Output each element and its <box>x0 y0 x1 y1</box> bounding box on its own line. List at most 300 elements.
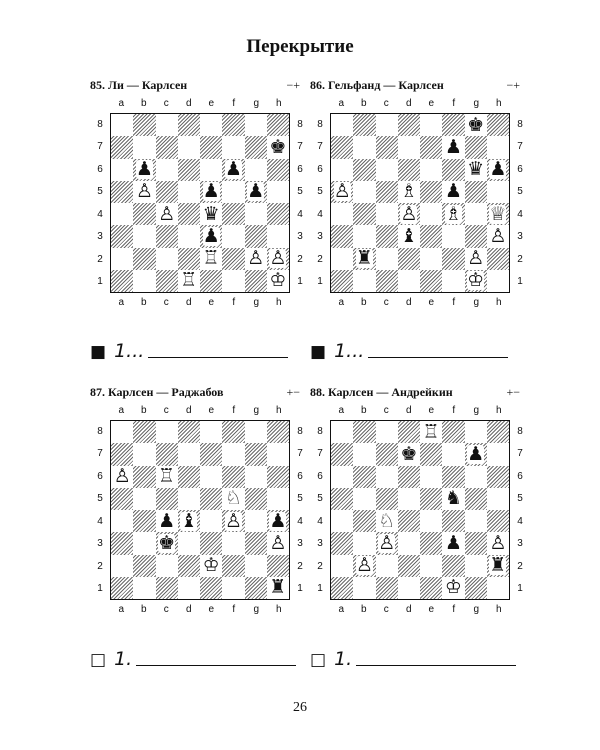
square-b2 <box>133 248 155 270</box>
square-h8 <box>487 114 509 136</box>
square-h8 <box>267 421 289 443</box>
answer-line <box>310 340 508 362</box>
square-a3 <box>331 532 353 554</box>
square-h3 <box>487 532 509 554</box>
rank-label: 6 <box>97 470 103 482</box>
file-label: f <box>232 604 236 615</box>
rank-label: 2 <box>297 253 303 265</box>
square-f6 <box>442 466 464 488</box>
square-g4 <box>245 510 267 532</box>
chess-board <box>110 420 290 600</box>
rank-labels-right <box>514 113 526 293</box>
square-d3 <box>398 532 420 554</box>
square-g6 <box>465 159 487 181</box>
square-f4 <box>442 203 464 225</box>
file-label: d <box>405 98 412 109</box>
square-e1 <box>420 270 442 292</box>
file-label: b <box>360 604 367 615</box>
square-f4 <box>222 510 244 532</box>
square-g1 <box>245 270 267 292</box>
white-pawn-icon: ♙ <box>400 202 418 225</box>
square-a7 <box>331 136 353 158</box>
square-d1 <box>398 270 420 292</box>
rank-label: 5 <box>297 186 303 198</box>
square-c1 <box>156 577 178 599</box>
square-c2 <box>156 248 178 270</box>
square-f7 <box>222 136 244 158</box>
square-b2 <box>133 555 155 577</box>
square-c8 <box>156 421 178 443</box>
file-label: g <box>473 604 480 615</box>
white-pawn-icon: ♙ <box>247 247 265 270</box>
rank-label: 1 <box>297 276 303 288</box>
square-f4 <box>442 510 464 532</box>
white-rook-icon: ♖ <box>158 465 176 488</box>
rank-label: 7 <box>517 448 523 460</box>
file-label: h <box>495 98 502 109</box>
file-labels-top <box>110 405 290 417</box>
square-c1 <box>376 270 398 292</box>
file-label: a <box>338 297 345 308</box>
rank-label: 1 <box>517 583 523 595</box>
square-a1 <box>331 270 353 292</box>
chess-diagram <box>310 385 523 625</box>
square-c7 <box>156 136 178 158</box>
square-f6 <box>222 159 244 181</box>
white-pawn-icon: ♙ <box>489 224 507 247</box>
square-f5 <box>442 181 464 203</box>
square-b8 <box>133 114 155 136</box>
square-e6 <box>200 159 222 181</box>
square-b3 <box>133 532 155 554</box>
square-h3 <box>267 532 289 554</box>
answer-line <box>310 648 516 670</box>
square-g4 <box>465 510 487 532</box>
square-c4 <box>376 510 398 532</box>
rank-label: 1 <box>517 276 523 288</box>
file-label: e <box>428 98 435 109</box>
black-pawn-icon: ♟ <box>444 531 462 554</box>
square-e4 <box>420 203 442 225</box>
rank-label: 7 <box>517 141 523 153</box>
square-h5 <box>267 488 289 510</box>
rank-label: 2 <box>97 560 103 572</box>
square-a1 <box>111 270 133 292</box>
white-pawn-icon: ♙ <box>355 554 373 577</box>
file-label: h <box>495 405 502 416</box>
square-b5 <box>133 181 155 203</box>
black-queen-icon: ♛ <box>467 158 485 181</box>
square-c5 <box>376 488 398 510</box>
file-label: h <box>275 297 282 308</box>
square-h5 <box>487 488 509 510</box>
square-f2 <box>222 248 244 270</box>
square-e4 <box>200 510 222 532</box>
square-a6 <box>331 159 353 181</box>
square-g1 <box>245 577 267 599</box>
square-f1 <box>222 270 244 292</box>
square-h6 <box>487 159 509 181</box>
square-a8 <box>331 114 353 136</box>
file-label: a <box>118 405 125 416</box>
square-d7 <box>178 443 200 465</box>
square-h4 <box>267 203 289 225</box>
white-pawn-icon: ♙ <box>224 509 242 532</box>
square-c2 <box>376 248 398 270</box>
square-d4 <box>398 203 420 225</box>
square-f5 <box>222 488 244 510</box>
square-g2 <box>245 248 267 270</box>
square-b5 <box>133 488 155 510</box>
square-h3 <box>267 225 289 247</box>
square-g3 <box>465 532 487 554</box>
rank-label: 7 <box>297 141 303 153</box>
square-c6 <box>376 466 398 488</box>
square-c5 <box>376 181 398 203</box>
square-g2 <box>465 248 487 270</box>
square-d6 <box>398 159 420 181</box>
square-a6 <box>111 159 133 181</box>
square-b1 <box>133 577 155 599</box>
white-king-icon: ♔ <box>202 554 220 577</box>
square-d7 <box>178 136 200 158</box>
answer-blank[interactable] <box>368 357 508 358</box>
white-knight-icon: ♘ <box>224 487 242 510</box>
square-f3 <box>222 225 244 247</box>
square-f3 <box>442 532 464 554</box>
diagram-header <box>90 78 300 92</box>
square-e3 <box>200 225 222 247</box>
square-f6 <box>222 466 244 488</box>
file-label: b <box>140 98 147 109</box>
file-label: g <box>473 98 480 109</box>
square-h7 <box>487 136 509 158</box>
rank-label: 3 <box>317 538 323 550</box>
square-a5 <box>331 488 353 510</box>
chess-board <box>330 113 510 293</box>
square-g8 <box>245 421 267 443</box>
square-d1 <box>178 270 200 292</box>
rank-label: 7 <box>97 448 103 460</box>
square-a2 <box>331 248 353 270</box>
rank-labels-left <box>94 113 106 293</box>
chess-diagram <box>90 78 303 318</box>
white-pawn-icon: ♙ <box>113 465 131 488</box>
white-pawn-icon: ♙ <box>489 531 507 554</box>
rank-label: 6 <box>317 163 323 175</box>
rank-label: 4 <box>97 515 103 527</box>
rank-label: 5 <box>517 493 523 505</box>
square-a5 <box>111 181 133 203</box>
square-g7 <box>465 136 487 158</box>
square-g7 <box>245 136 267 158</box>
square-h5 <box>267 181 289 203</box>
square-g5 <box>245 488 267 510</box>
square-d6 <box>178 159 200 181</box>
rank-labels-left <box>314 113 326 293</box>
file-label: c <box>163 297 169 308</box>
square-a7 <box>111 136 133 158</box>
square-f4 <box>222 203 244 225</box>
rank-labels-right <box>294 420 306 600</box>
square-e8 <box>200 114 222 136</box>
rank-label: 5 <box>517 186 523 198</box>
file-labels-top <box>110 98 290 110</box>
square-d4 <box>398 510 420 532</box>
file-label: a <box>118 98 125 109</box>
file-label: a <box>118 297 125 308</box>
rank-label: 7 <box>97 141 103 153</box>
square-d4 <box>178 203 200 225</box>
answer-prompt: 1. <box>114 648 133 670</box>
square-g1 <box>465 270 487 292</box>
chess-board <box>330 420 510 600</box>
file-label: b <box>360 297 367 308</box>
square-b6 <box>133 159 155 181</box>
file-label: b <box>360 98 367 109</box>
rank-labels-right <box>294 113 306 293</box>
chess-diagram <box>90 385 303 625</box>
rank-label: 3 <box>97 538 103 550</box>
square-g6 <box>245 159 267 181</box>
square-h8 <box>267 114 289 136</box>
square-d3 <box>178 532 200 554</box>
square-d8 <box>398 114 420 136</box>
black-king-icon: ♚ <box>400 442 418 465</box>
white-knight-icon: ♘ <box>378 509 396 532</box>
black-pawn-icon: ♟ <box>444 135 462 158</box>
square-f2 <box>222 555 244 577</box>
square-c2 <box>156 555 178 577</box>
file-label: f <box>452 297 456 308</box>
square-d8 <box>178 114 200 136</box>
file-label: e <box>428 405 435 416</box>
white-pawn-icon: ♙ <box>333 180 351 203</box>
square-e4 <box>200 203 222 225</box>
file-label: a <box>338 405 345 416</box>
rank-label: 3 <box>517 538 523 550</box>
diagram-title: 87. Карлсен — Раджабов <box>90 385 224 399</box>
square-f1 <box>442 270 464 292</box>
answer-blank[interactable] <box>148 357 288 358</box>
white-queen-icon: ♕ <box>489 202 507 225</box>
file-labels-bottom <box>330 297 510 309</box>
square-a3 <box>111 225 133 247</box>
square-b6 <box>133 466 155 488</box>
square-b4 <box>133 203 155 225</box>
file-label: f <box>232 297 236 308</box>
square-b6 <box>353 466 375 488</box>
square-h3 <box>487 225 509 247</box>
rank-label: 3 <box>517 231 523 243</box>
diagram-evaluation: −+ <box>506 78 520 92</box>
file-label: e <box>208 297 215 308</box>
square-h6 <box>487 466 509 488</box>
diagram-evaluation: +− <box>506 385 520 399</box>
file-label: c <box>383 98 389 109</box>
square-a4 <box>331 510 353 532</box>
file-label: d <box>405 297 412 308</box>
square-e3 <box>200 532 222 554</box>
square-c1 <box>156 270 178 292</box>
black-pawn-icon: ♟ <box>467 442 485 465</box>
square-c6 <box>156 466 178 488</box>
black-pawn-icon: ♟ <box>158 509 176 532</box>
square-c5 <box>156 488 178 510</box>
answer-blank[interactable] <box>356 665 516 666</box>
square-d3 <box>178 225 200 247</box>
square-a1 <box>111 577 133 599</box>
square-f6 <box>442 159 464 181</box>
file-label: e <box>208 98 215 109</box>
square-h1 <box>267 270 289 292</box>
black-king-icon: ♚ <box>269 135 287 158</box>
rank-label: 7 <box>317 141 323 153</box>
diagram-header <box>90 385 300 399</box>
square-h7 <box>267 136 289 158</box>
diagram-title: 85. Ли — Карлсен <box>90 78 188 92</box>
rank-label: 8 <box>97 118 103 130</box>
square-b2 <box>353 555 375 577</box>
square-e7 <box>200 443 222 465</box>
black-pawn-icon: ♟ <box>444 180 462 203</box>
file-labels-bottom <box>110 297 290 309</box>
white-pawn-icon: ♙ <box>269 531 287 554</box>
square-b1 <box>353 270 375 292</box>
white-pawn-icon: ♙ <box>378 531 396 554</box>
rank-label: 2 <box>317 560 323 572</box>
white-king-icon: ♔ <box>467 269 485 292</box>
file-label: g <box>253 98 260 109</box>
square-d1 <box>398 577 420 599</box>
black-pawn-icon: ♟ <box>202 224 220 247</box>
rank-label: 2 <box>97 253 103 265</box>
black-bishop-icon: ♝ <box>400 224 418 247</box>
white-rook-icon: ♖ <box>422 420 440 443</box>
file-label: d <box>185 604 192 615</box>
rank-labels-left <box>314 420 326 600</box>
black-king-icon: ♚ <box>158 531 176 554</box>
square-c8 <box>376 421 398 443</box>
file-label: g <box>253 405 260 416</box>
square-d2 <box>178 248 200 270</box>
square-d2 <box>398 248 420 270</box>
file-label: d <box>405 405 412 416</box>
file-label: c <box>163 405 169 416</box>
square-a4 <box>111 203 133 225</box>
square-h4 <box>487 510 509 532</box>
square-g2 <box>245 555 267 577</box>
square-g3 <box>465 225 487 247</box>
rank-label: 6 <box>297 470 303 482</box>
answer-prompt: 1... <box>334 340 365 362</box>
file-label: d <box>405 604 412 615</box>
square-g7 <box>245 443 267 465</box>
square-f7 <box>222 443 244 465</box>
square-a4 <box>331 203 353 225</box>
square-d8 <box>178 421 200 443</box>
square-g8 <box>465 114 487 136</box>
file-label: b <box>140 604 147 615</box>
rank-label: 5 <box>297 493 303 505</box>
square-h6 <box>267 466 289 488</box>
square-g5 <box>465 181 487 203</box>
square-d1 <box>178 577 200 599</box>
rank-label: 8 <box>297 118 303 130</box>
square-c2 <box>376 555 398 577</box>
square-e5 <box>200 181 222 203</box>
square-h2 <box>267 248 289 270</box>
square-a5 <box>331 181 353 203</box>
rank-label: 5 <box>97 493 103 505</box>
square-f3 <box>442 225 464 247</box>
file-label: h <box>275 405 282 416</box>
rank-label: 4 <box>517 208 523 220</box>
rank-label: 2 <box>317 253 323 265</box>
rank-label: 4 <box>517 515 523 527</box>
square-c8 <box>156 114 178 136</box>
rank-label: 2 <box>517 560 523 572</box>
square-a1 <box>331 577 353 599</box>
square-f7 <box>442 136 464 158</box>
rank-label: 6 <box>517 163 523 175</box>
square-h1 <box>267 577 289 599</box>
rank-label: 1 <box>317 276 323 288</box>
rank-label: 4 <box>97 208 103 220</box>
square-e7 <box>200 136 222 158</box>
file-label: a <box>338 98 345 109</box>
file-label: d <box>185 98 192 109</box>
file-labels-top <box>330 98 510 110</box>
square-f1 <box>442 577 464 599</box>
black-bishop-icon: ♝ <box>180 509 198 532</box>
answer-prompt: 1. <box>334 648 353 670</box>
square-b4 <box>133 510 155 532</box>
square-h4 <box>487 203 509 225</box>
answer-blank[interactable] <box>136 665 296 666</box>
file-label: e <box>428 604 435 615</box>
white-pawn-icon: ♙ <box>269 247 287 270</box>
square-a8 <box>111 421 133 443</box>
black-pawn-icon: ♟ <box>224 158 242 181</box>
diagram-title: 88. Карлсен — Андрейкин <box>310 385 453 399</box>
square-h2 <box>487 248 509 270</box>
rank-label: 2 <box>517 253 523 265</box>
black-rook-icon: ♜ <box>269 576 287 599</box>
square-d5 <box>398 488 420 510</box>
square-e5 <box>200 488 222 510</box>
black-pawn-icon: ♟ <box>202 180 220 203</box>
square-e8 <box>200 421 222 443</box>
square-b8 <box>353 421 375 443</box>
page-title: Перекрытие <box>246 36 354 57</box>
square-c6 <box>156 159 178 181</box>
square-e8 <box>420 114 442 136</box>
square-d4 <box>178 510 200 532</box>
square-f8 <box>222 114 244 136</box>
file-labels-top <box>330 405 510 417</box>
diagram-evaluation: +− <box>286 385 300 399</box>
white-bishop-icon: ♗ <box>400 180 418 203</box>
white-pawn-icon: ♙ <box>135 180 153 203</box>
file-label: c <box>383 604 389 615</box>
square-c3 <box>376 225 398 247</box>
square-h1 <box>487 577 509 599</box>
square-a3 <box>111 532 133 554</box>
square-c4 <box>156 203 178 225</box>
square-f7 <box>442 443 464 465</box>
square-d7 <box>398 136 420 158</box>
